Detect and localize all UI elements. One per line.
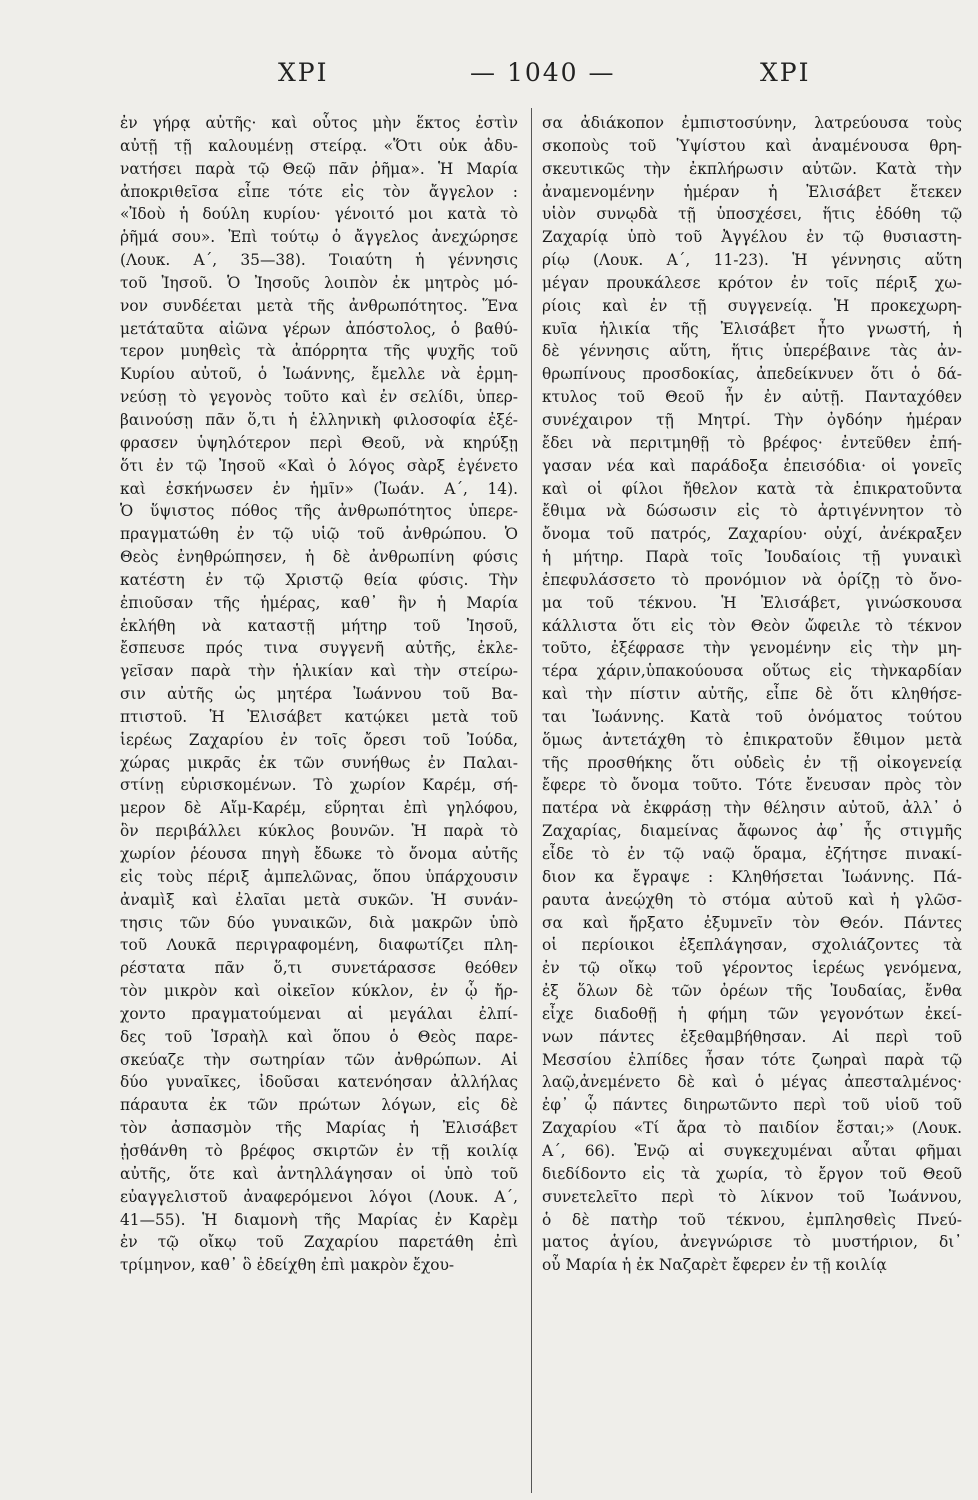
text-line: ἀναμὶξ καὶ ἐλαῖαι μετὰ συκῶν. Ἡ συνάν- (120, 890, 518, 909)
text-line: ἔσπευσε πρός τινα συγγενῆ αὐτῆς, ἐκλε- (120, 639, 518, 658)
text-line: σα καὶ ἤρξατο ἐξυμνεῖν τὸν Θεόν. Πάντες (542, 913, 962, 932)
text-line: Ζαχαρίᾳ ὑπὸ τοῦ Ἀγγέλου ἐν τῷ θυσιαστη- (542, 228, 962, 247)
text-line: νων πάντες ἐξεθαμβήθησαν. Αἱ περὶ τοῦ (542, 1027, 962, 1046)
text-line: ὅτι ἐν τῷ Ἰησοῦ «Καὶ ὁ λόγος σὰρξ ἐγένετο (120, 456, 518, 475)
text-line: νατήσει παρὰ τῷ Θεῷ πᾶν ῥῆμα». Ἡ Μαρία (120, 159, 518, 178)
text-line: νον συνδέεται μετὰ τῆς ἀνθρωπότητος. Ἕνα (120, 296, 518, 315)
text-line: ῥῆμά σου». Ἐπὶ τούτῳ ὁ ἄγγελος ἀνεχώρησε (120, 228, 518, 247)
text-line: εἶχε διαδοθῇ ἡ φήμη τῶν γεγονότων ἐκεί- (542, 1004, 962, 1023)
text-line: διεδίδοντο εἰς τὰ χωρία, τὸ ἔργον τοῦ Θεοῦ (542, 1164, 962, 1183)
text-line: εὐαγγελιστοῦ ἀναφερόμενοι λόγοι (Λουκ. Α΄, (120, 1187, 518, 1206)
text-line: ρίῳ (Λουκ. Α΄, 11-23). Ἡ γέννησις αὕτη (542, 251, 962, 270)
text-line: τὸν μικρὸν καὶ οἰκεῖον κύκλον, ἐν ᾧ ἤρ- (120, 982, 518, 1001)
text-line: πτιστοῦ. Ἡ Ἐλισάβετ κατῴκει μετὰ τοῦ (120, 707, 518, 726)
text-line: τοῦτο, ἐξέφρασε τὴν γενομένην εἰς τὴν μη- (542, 639, 962, 658)
text-line: φρασεν ὑψηλότερον περὶ Θεοῦ, νὰ κηρύξῃ (120, 433, 518, 452)
header-left-guideword: ΧΡΙ (278, 58, 329, 87)
text-line: ἐν γήρᾳ αὐτῆς· καὶ οὗτος μὴν ἕκτος ἐστὶν (120, 114, 518, 132)
text-line: τῆς προσθήκης ὅτι οὐδεὶς ἐν τῇ οἰκογενείᾳ (542, 753, 962, 772)
text-line: 41—55). Ἡ διαμονὴ τῆς Μαρίας ἐν Καρὲμ (120, 1210, 518, 1229)
text-line: κάλλιστα ὅτι εἰς τὸν Θεὸν ὤφειλε τὸ τέκνον (542, 616, 962, 635)
text-line: Ζαχαρίου «Τί ἄρα τὸ παιδίον ἔσται;» (Λουκ. (542, 1119, 962, 1138)
text-line: οὗ Μαρία ἡ ἐκ Ναζαρὲτ ἔφερεν ἐν τῇ κοιλίᾳ (542, 1256, 887, 1275)
text-line: τησις τῶν δύο γυναικῶν, διὰ μακρῶν ὑπὸ (120, 913, 518, 932)
column-divider (531, 108, 532, 1493)
text-line: στίνῃ εὑρισκομένων. Τὸ χωρίον Καρέμ, σή- (120, 776, 518, 795)
text-line: αὐτῇ τῇ καλουμένῃ στείρᾳ. «Ὅτι οὐκ ἀδυ- (120, 136, 518, 155)
header-right-guideword: ΧΡΙ (760, 58, 811, 87)
text-line: τοῦ Ἰησοῦ. Ὁ Ἰησοῦς λοιπὸν ἐκ μητρὸς μό- (120, 273, 518, 292)
text-line: ἐπιοῦσαν τῆς ἡμέρας, καθ᾽ ἣν ἡ Μαρία (120, 593, 518, 612)
text-line: ται Ἰωάννης. Κατὰ τοῦ ὀνόματος τούτου (542, 707, 962, 726)
text-line: ἐκλήθη νὰ καταστῇ μήτηρ τοῦ Ἰησοῦ, (120, 616, 518, 635)
text-line: δες τοῦ Ἰσραὴλ καὶ ὅπου ὁ Θεὸς παρε- (120, 1027, 518, 1046)
text-line: χωρίον ῥέουσα πηγὴ ἔδωκε τὸ ὄνομα αὐτῆς (120, 845, 518, 863)
text-line: τρίμηνον, καθ᾽ ὃ ἐδείχθη ἐπὶ μακρὸν ἔχου- (120, 1256, 455, 1275)
text-line: τέρα χάριν,ὑπακούουσα οὕτως εἰς τὴνκαρδίαν (542, 662, 962, 681)
text-line: χώρας μικρᾶς ἐκ τῶν συνήθως ἐν Παλαι- (120, 753, 518, 772)
text-line: μετάταῦτα αἰῶνα γέρων ἀπόστολος, ὁ βαθύ- (120, 319, 518, 338)
text-line: τὸν ἀσπασμὸν τῆς Μαρίας ἡ Ἐλισάβετ (120, 1119, 518, 1138)
text-line: Θεὸς ἐνηθρώπησεν, ἡ δὲ ἀνθρωπίνη φύσις (120, 548, 518, 567)
text-line: διον κα ἔγραψε : Κληθήσεται Ἰωάννης. Πά- (542, 867, 962, 886)
text-line: ἐξ ὅλων δὲ τῶν ὀρέων τῆς Ἰουδαίας, ἔνθα (542, 982, 962, 1001)
text-line: Μεσσίου ἐλπίδες ἦσαν τότε ζωηραὶ παρὰ τῷ (542, 1050, 962, 1069)
text-line: εἶδε τὸ ἐν τῷ ναῷ ὅραμα, ἐζήτησε πινακί- (542, 845, 962, 863)
text-line: ὁ δὲ πατὴρ τοῦ τέκνου, ἐμπλησθεὶς Πνεύ- (542, 1210, 962, 1229)
text-line: ἔφερε τὸ ὄνομα τοῦτο. Τότε ἔνευσαν πρὸς τὸν (542, 776, 962, 795)
text-line: ἐν τῷ οἴκῳ τοῦ γέροντος ἱερέως γενόμενα, (542, 959, 962, 978)
text-line: εἰς τοὺς πέριξ ἀμπελῶνας, ὅπου ὑπάρχουσιν (120, 867, 518, 886)
text-line: μα τοῦ τέκνου. Ἡ Ἐλισάβετ, γινώσκουσα (542, 593, 962, 612)
text-line: χοντο πραγματούμεναι αἱ μεγάλαι ἐλπί- (120, 1004, 518, 1023)
text-line: λαῷ,ἀνεμένετο δὲ καὶ ὁ μέγας ἀπεσταλμένος· (542, 1073, 962, 1092)
text-line: ἐν τῷ οἴκῳ τοῦ Ζαχαρίου παρετάθη ἐπὶ (120, 1233, 518, 1252)
left-text-column (120, 112, 518, 1277)
text-line: ρίοις καὶ ἐν τῇ συγγενείᾳ. Ἡ προκεχωρη- (542, 296, 962, 315)
text-line: Ζαχαρίας, διαμείνας ἄφωνος ἀφ᾽ ἧς στιγμῆς (542, 822, 962, 841)
text-line: ματος ἁγίου, ἀνεγνώρισε τὸ μυστήριον, δι᾽ (542, 1233, 962, 1252)
text-line: σκεύαζε τὴν σωτηρίαν τῶν ἀνθρώπων. Αἱ (120, 1050, 518, 1069)
text-line: Α΄, 66). Ἐνῷ αἱ συγκεχυμέναι αὗται φῆμαι (542, 1141, 962, 1160)
text-line: σα ἀδιάκοπον ἐμπιστοσύνην, λατρεύουσα τοὺς (542, 114, 962, 132)
text-line: σκοποὺς τοῦ Ὑψίστου καὶ ἀναμένουσα θρη- (542, 136, 962, 155)
text-line: ρέστατα πᾶν ὅ,τι συνετάρασσε θεόθεν (120, 959, 518, 978)
text-line: δὲ γέννησις αὕτη, ἥτις ὑπερέβαινε τὰς ἀν- (542, 342, 962, 361)
text-line: ἔθιμα νὰ δώσωσιν εἰς τὸ ἀρτιγέννητον τὸ (542, 502, 962, 521)
text-line: υἱὸν συνῳδὰ τῇ ὑποσχέσει, ἥτις ἐδόθη τῷ (542, 205, 962, 224)
text-line: μερον δὲ Αἴμ-Καρέμ, εὕρηται ἐπὶ γηλόφου, (120, 799, 518, 818)
text-line: ὅμως ἀντετάχθη τὸ ἐπικρατοῦν ἔθιμον μετὰ (542, 730, 962, 749)
text-line: Ὁ ὕψιστος πόθος τῆς ἀνθρωπότητος ὑπερε- (120, 502, 518, 521)
text-line: (Λουκ. Α΄, 35—38). Τοιαύτη ἡ γέννησις (120, 251, 518, 270)
text-line: νεύσῃ τὸ γεγονὸς τοῦτο καὶ ἐν σελίδι, ὑπερ- (120, 388, 518, 407)
text-line: αὐτῆς, ὅτε καὶ ἀντηλλάγησαν οἱ ὑπὸ τοῦ (120, 1164, 518, 1183)
text-line: ραυτα ἀνεῴχθη τὸ στόμα αὐτοῦ καὶ ἡ γλῶσ- (542, 890, 962, 909)
text-line: ὄνομα τοῦ πατρός, Ζαχαρίου· οὐχί, ἀνέκραξεν (542, 525, 962, 544)
text-line: πατέρα νὰ ἐκφράσῃ τὴν θέλησιν αὐτοῦ, ἀλλ᾽ ὁ (542, 799, 962, 818)
text-line: ἀναμενομένην ἡμέραν ἡ Ἐλισάβετ ἔτεκεν (542, 182, 962, 201)
text-line: πραγματώθη ἐν τῷ υἱῷ τοῦ ἀνθρώπου. Ὁ (120, 525, 518, 544)
text-line: ἀποκριθεῖσα εἶπε τότε εἰς τὸν ἄγγελον : (120, 182, 518, 201)
text-line: κτυλος τοῦ Θεοῦ ἦν ἐν αὐτῇ. Πανταχόθεν (542, 388, 962, 407)
text-line: πάραυτα ἐκ τῶν πρώτων λόγων, εἰς δὲ (120, 1096, 518, 1115)
text-line: θρωπίνους προσδοκίας, ἀπεδείκνυεν ὅτι ὁ δά- (542, 365, 962, 384)
text-line: ᾐσθάνθη τὸ βρέφος σκιρτῶν ἐν τῇ κοιλίᾳ (120, 1141, 518, 1160)
text-line: σιν αὐτῆς ὡς μητέρα Ἰωάννου τοῦ Βα- (120, 685, 518, 704)
text-line: καὶ ἐσκήνωσεν ἐν ἡμῖν» (Ἰωάν. Α΄, 14). (120, 479, 518, 498)
text-line: κυῖα ἡλικία τῆς Ἐλισάβετ ἦτο γνωστή, ἡ (542, 319, 962, 338)
text-line: κατέστη ἐν τῷ Χριστῷ θεία φύσις. Τὴν (120, 570, 518, 589)
text-line: ἡ μήτηρ. Παρὰ τοῖς Ἰουδαίοις τῇ γυναικὶ (542, 548, 962, 567)
text-line: μέγαν προυκάλεσε κρότον ἐν τοῖς πέριξ χω- (542, 273, 962, 292)
text-line: συνέχαιρον τῇ Μητρί. Τὴν ὀγδόην ἡμέραν (542, 410, 962, 429)
text-line: γεῖσαν παρὰ τὴν ἡλικίαν καὶ τὴν στείρω- (120, 662, 518, 681)
text-line: καὶ οἱ φίλοι ἤθελον κατὰ τὰ ἐπικρατοῦντα (542, 479, 962, 498)
page-header (0, 58, 978, 98)
page-number: — 1040 — (470, 58, 616, 87)
text-line: ὃν περιβάλλει κύκλος βουνῶν. Ἡ παρὰ τὸ (120, 822, 518, 841)
text-line: οἱ περίοικοι ἐξεπλάγησαν, σχολιάζοντες τὰ (542, 936, 962, 955)
text-line: συνετελεῖτο περὶ τὸ λίκνον τοῦ Ἰωάννου, (542, 1187, 962, 1206)
text-line: ἐφ᾽ ᾧ πάντες διηρωτῶντο περὶ τοῦ υἱοῦ τοῦ (542, 1096, 962, 1115)
right-text-column (542, 112, 962, 1277)
text-line: τοῦ Λουκᾶ περιγραφομένη, διαφωτίζει πλη- (120, 936, 518, 955)
text-line: βαινούσῃ πᾶν ὅ,τι ἡ ἑλληνικὴ φιλοσοφία ἐξέ- (120, 410, 518, 429)
text-line: ἐπεφυλάσσετο τὸ προνόμιον νὰ ὁρίζῃ τὸ ὄνο- (542, 570, 962, 589)
text-line: γασαν νέα καὶ παράδοξα ἐπεισόδια· οἱ γονεῖς (542, 456, 962, 475)
text-line: «Ἰδοὺ ἡ δούλη κυρίου· γένοιτό μοι κατὰ τὸ (120, 205, 518, 224)
text-line: ἱερέως Ζαχαρίου ἐν τοῖς ὄρεσι τοῦ Ἰούδα, (120, 730, 518, 749)
text-line: δύο γυναῖκες, ἰδοῦσαι κατενόησαν ἀλλήλας (120, 1073, 518, 1092)
text-line: σκευτικῶς τὴν ἐκπλήρωσιν αὐτῶν. Κατὰ τὴν (542, 159, 962, 178)
text-line: καὶ τὴν πίστιν αὐτῆς, εἶπε δὲ ὅτι κληθήσε- (542, 685, 962, 704)
text-line: Κυρίου αὐτοῦ, ὁ Ἰωάννης, ἔμελλε νὰ ἑρμη- (120, 365, 518, 384)
text-line: ἔδει νὰ περιτμηθῇ τὸ βρέφος· ἐντεῦθεν ἐπή- (542, 433, 962, 452)
text-line: τερον μυηθεὶς τὰ ἀπόρρητα τῆς ψυχῆς τοῦ (120, 342, 518, 361)
